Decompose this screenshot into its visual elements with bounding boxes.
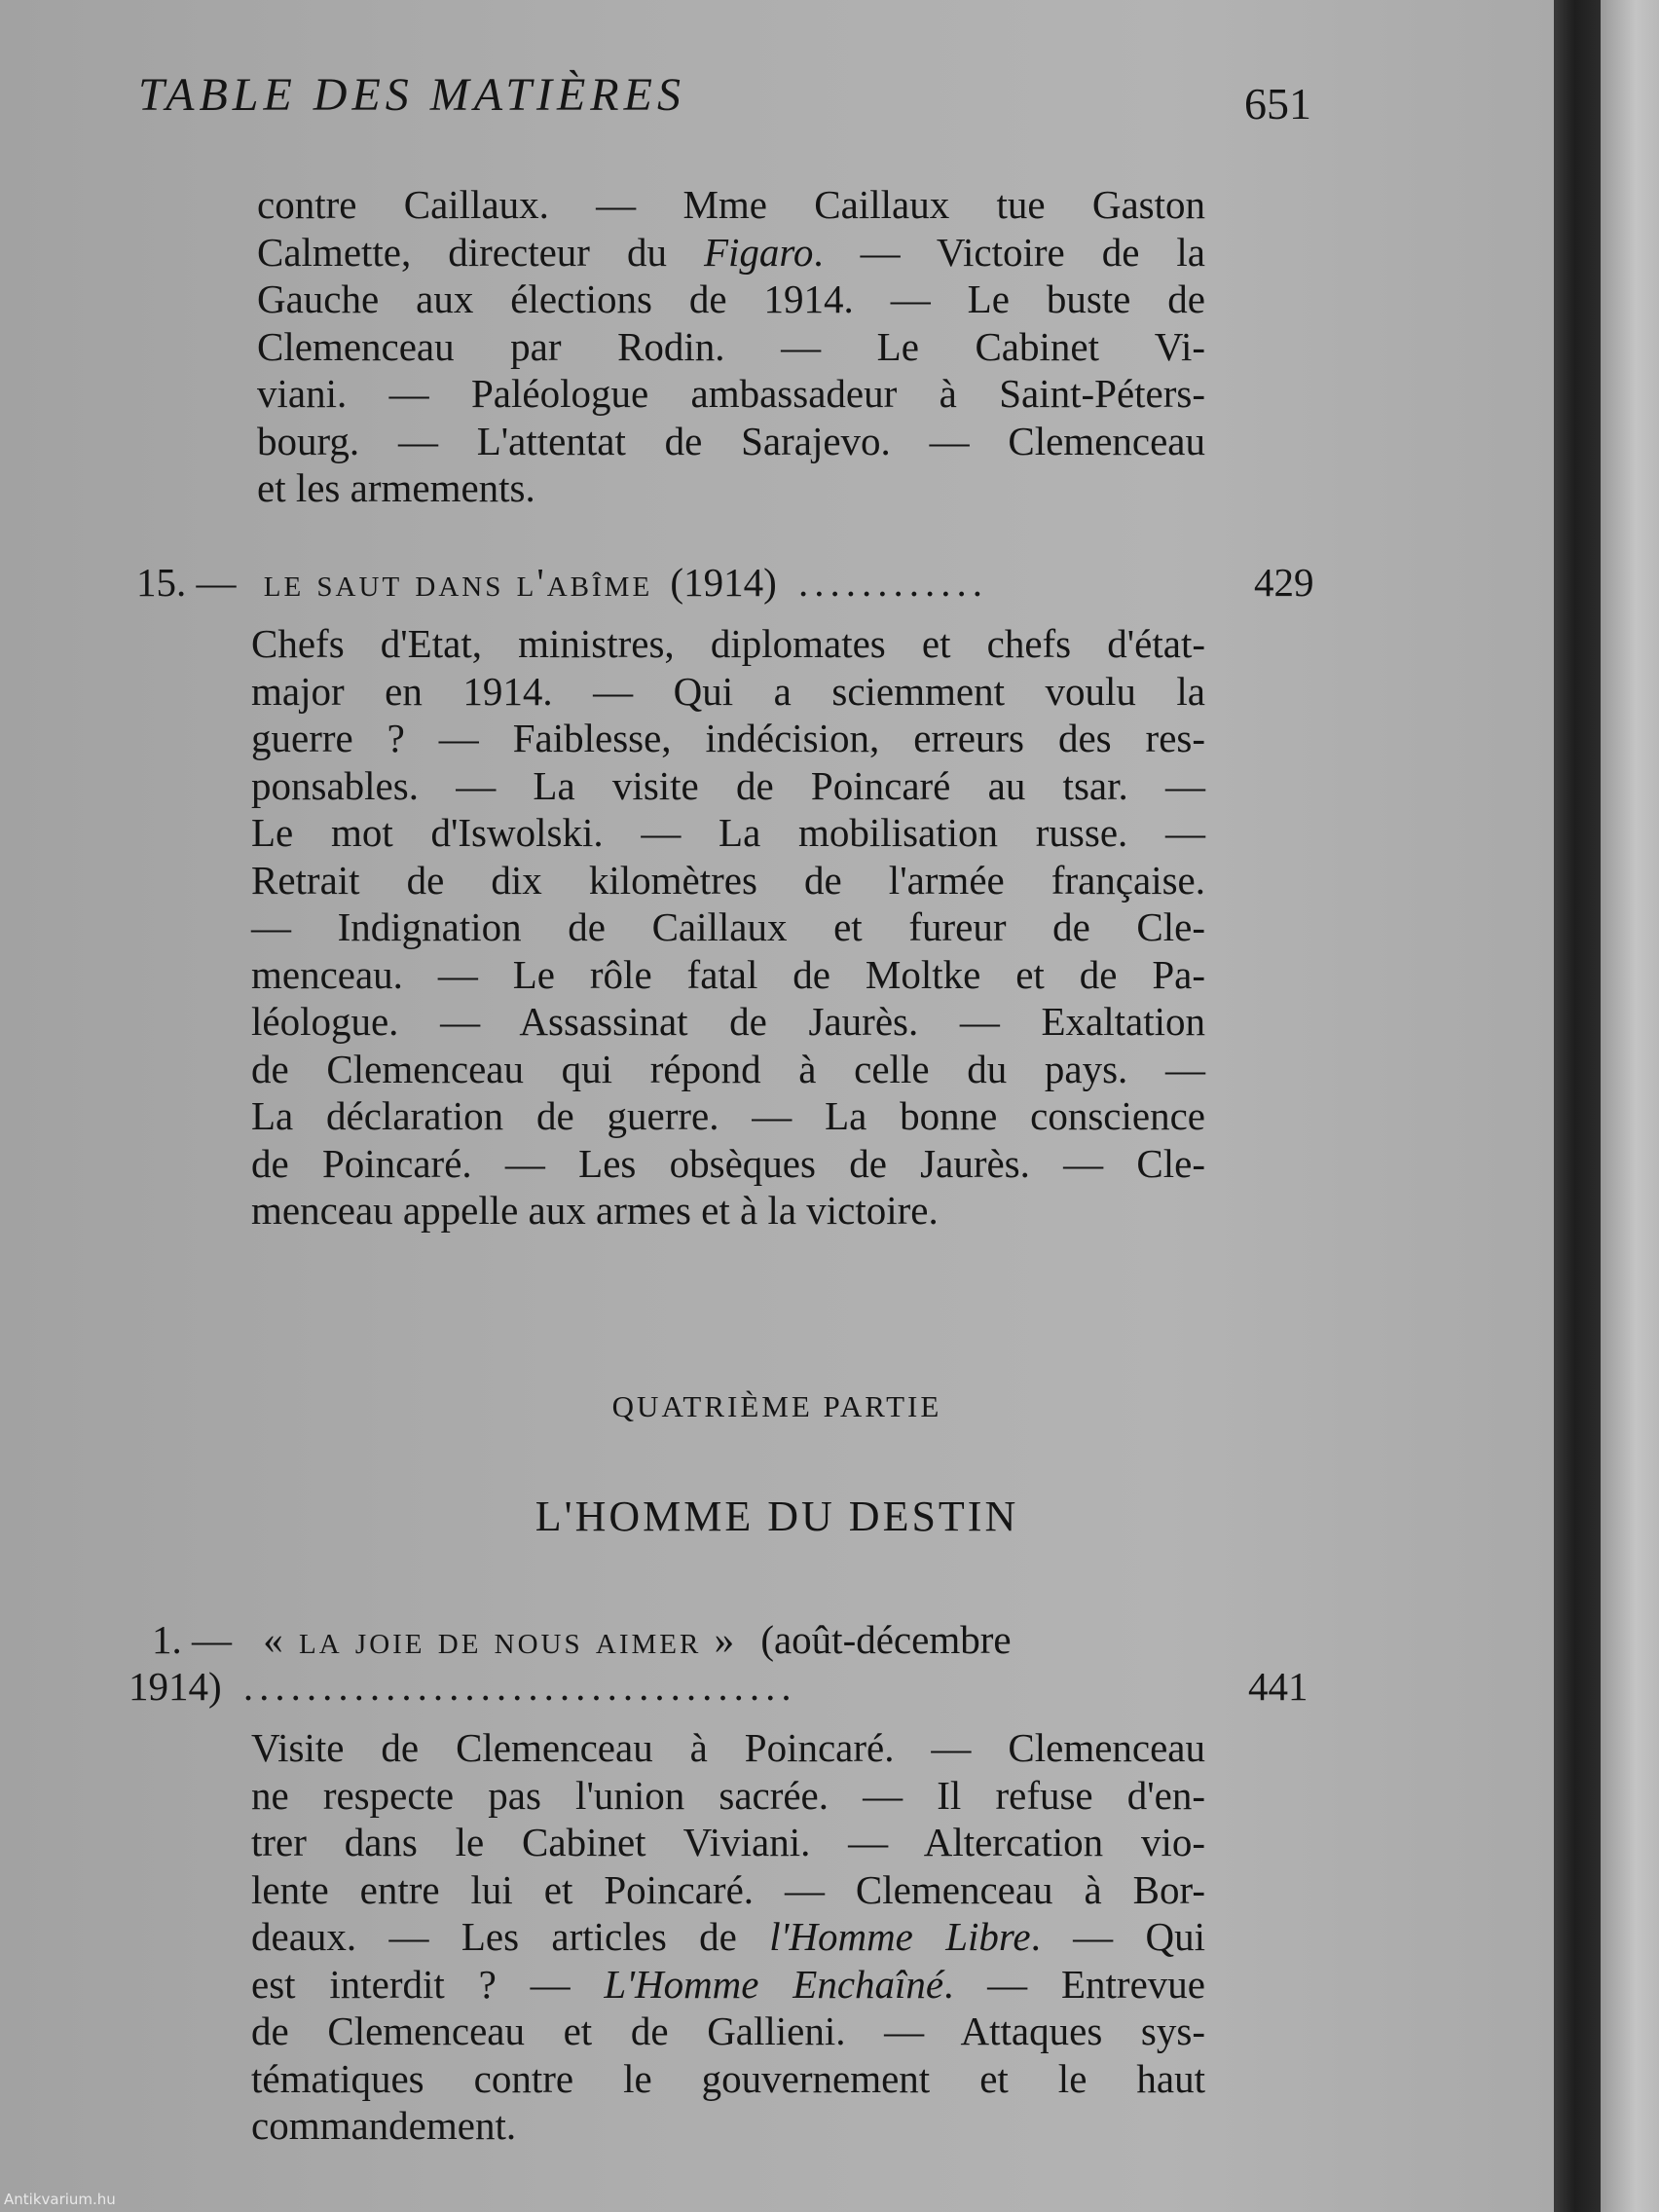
running-title: TABLE DES MATIÈRES: [138, 69, 685, 121]
page-number: 651: [1244, 79, 1311, 129]
chapter-1-leader: ...................................: [242, 1664, 797, 1709]
text-line: tématiques contre le gouvernement et le haut: [251, 2055, 1205, 2101]
text-line: Chefs d'Etat, ministres, diplomates et chefs d'état-: [251, 621, 1205, 666]
text-line: Clemenceau par Rodin. — Le Cabinet Vi-: [257, 323, 1205, 369]
text-line: commandement.: [251, 2103, 517, 2148]
chapter-15-years: (1914): [670, 560, 777, 605]
watermark: Antikvarium.hu: [4, 2191, 116, 2208]
text-line: ne respecte pas l'union sacrée. — Il refuse d'en-: [251, 1772, 1205, 1818]
chapter-14-summary: [257, 181, 1205, 512]
chapter-1-dates-a: (août-décembre: [760, 1617, 1012, 1662]
book-spine: [1554, 0, 1601, 2212]
text-line: de Poincaré. — Les obsèques de Jaurès. — Cle-: [251, 1140, 1205, 1186]
chapter-15-title: le saut dans l'abîme: [263, 560, 653, 605]
part-label: QUATRIÈME PARTIE: [611, 1389, 942, 1423]
text-line: léologue. — Assassinat de Jaurès. — Exaltation: [251, 999, 1205, 1044]
chapter-1-summary: [251, 1724, 1205, 2150]
text-line: menceau. — Le rôle fatal de Moltke et de Pa-: [251, 951, 1205, 997]
chapter-15-number: 15. —: [136, 560, 237, 605]
chapter-1-number: 1. —: [152, 1617, 232, 1662]
chapter-1-heading-line1: [152, 1616, 1203, 1663]
part-title: L'HOMME DU DESTIN: [535, 1493, 1019, 1540]
text-line: contre Caillaux. — Mme Caillaux tue Gaston: [257, 182, 1205, 227]
text-line: guerre ? — Faiblesse, indécision, erreurs des res-: [251, 716, 1205, 760]
chapter-1-title: « la joie de nous aimer »: [263, 1617, 738, 1662]
chapter-1-heading-line2: [129, 1663, 1199, 1710]
chapter-15-page: 429: [1254, 560, 1314, 605]
text-line: — Indignation de Caillaux et fureur de Cle-: [251, 904, 1205, 949]
text-line: bourg. — L'attentat de Sarajevo. — Clemenceau: [257, 418, 1205, 463]
text-line: Retrait de dix kilomètres de l'armée française.: [251, 857, 1205, 903]
text-line: et les armements.: [257, 465, 535, 510]
text-line: Le mot d'Iswolski. — La mobilisation russe. —: [251, 810, 1205, 855]
text-line: menceau appelle aux armes et à la victoire.: [251, 1188, 939, 1233]
chapter-15-leader: ............: [797, 560, 988, 605]
text-line: viani. — Paléologue ambassadeur à Saint-Péters-: [257, 371, 1205, 416]
text-line: de Clemenceau et de Gallieni. — Attaques sys-: [251, 2009, 1205, 2053]
text-line: major en 1914. — Qui a sciemment voulu la: [251, 668, 1205, 714]
text-line: Visite de Clemenceau à Poincaré. — Clemenceau: [251, 1725, 1205, 1770]
text-line: La déclaration de guerre. — La bonne conscience: [251, 1093, 1205, 1138]
chapter-15-heading: [136, 559, 1207, 606]
chapter-1-dates-b: 1914): [129, 1664, 222, 1709]
background-edge: [1601, 0, 1659, 2212]
text-line: Calmette, directeur du Figaro. — Victoire de la: [257, 229, 1206, 275]
chapter-15-summary: [251, 620, 1205, 1235]
text-line: trer dans le Cabinet Viviani. — Altercation vio-: [251, 1820, 1205, 1864]
text-line: Gauche aux élections de 1914. — Le buste de: [257, 276, 1205, 321]
text-line: est interdit ? — L'Homme Enchaîné. — Entrevue: [251, 1961, 1205, 2007]
text-line: de Clemenceau qui répond à celle du pays. —: [251, 1046, 1205, 1091]
text-line: ponsables. — La visite de Poincaré au tsar. —: [251, 762, 1205, 808]
text-line: lente entre lui et Poincaré. — Clemenceau à Bor-: [251, 1866, 1205, 1912]
text-line: deaux. — Les articles de l'Homme Libre. — Qui: [251, 1914, 1206, 1959]
chapter-1-page: 441: [1248, 1664, 1309, 1709]
